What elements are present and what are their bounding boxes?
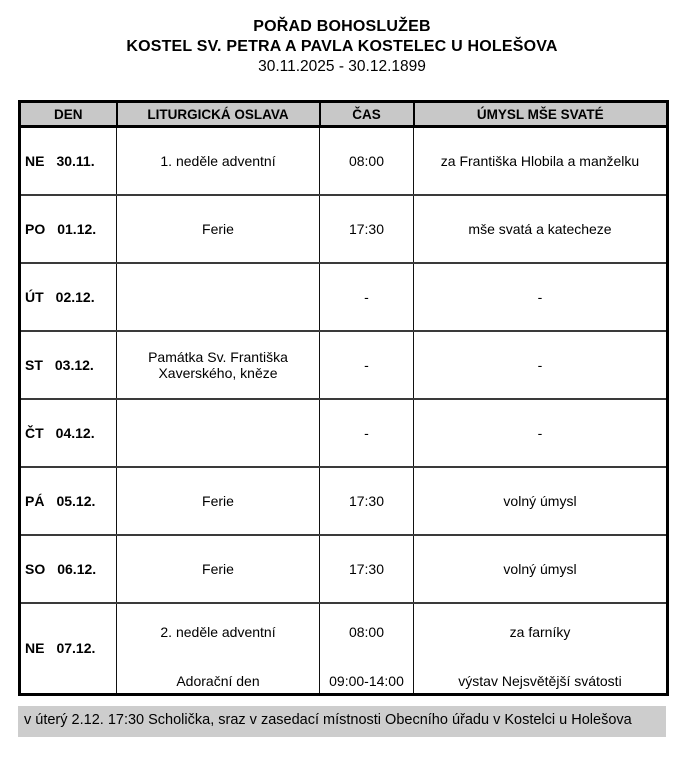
time-cell	[320, 603, 414, 695]
intention-cell: volný úmysl	[414, 467, 668, 535]
intention-cell: za Františka Hlobila a manželku	[414, 127, 668, 195]
day-abbrev: NE	[25, 152, 45, 169]
liturgy-cell: 1. neděle adventní	[117, 127, 320, 195]
liturgy-cell: Ferie	[117, 467, 320, 535]
table-row	[20, 603, 668, 695]
table-row	[20, 195, 668, 263]
time-line-2: 09:00-14:00	[329, 673, 404, 690]
day-abbrev: NE	[25, 640, 45, 657]
liturgy-cell: Památka Sv. Františka Xaverského, kněze	[117, 331, 320, 399]
day-cell	[20, 535, 117, 603]
date-range: 30.11.2025 - 30.12.1899	[258, 58, 426, 75]
day-date: 07.12.	[56, 640, 96, 657]
column-header-umysl: ÚMYSL MŠE SVATÉ	[414, 102, 668, 127]
intention-line-1: za farníky	[509, 624, 571, 641]
day-date: 30.11.	[56, 152, 95, 169]
time-cell: -	[320, 331, 414, 399]
day-date: 06.12.	[57, 560, 97, 577]
column-header-cas: ČAS	[320, 102, 414, 127]
table-row	[20, 331, 668, 399]
day-cell	[20, 331, 117, 399]
day-date: 03.12.	[54, 356, 94, 373]
day-date: 04.12.	[55, 424, 95, 441]
intention-cell	[414, 603, 668, 695]
day-abbrev: PO	[25, 220, 46, 237]
day-date: 01.12.	[57, 220, 97, 237]
intention-cell: -	[414, 331, 668, 399]
day-abbrev: ÚT	[25, 288, 44, 305]
footer-note: v úterý 2.12. 17:30 Scholička, sraz v zasedací místnosti Obecního úřadu v Kostelci u Holešova	[18, 706, 666, 737]
liturgy-cell	[117, 603, 320, 695]
liturgy-line-1: 2. neděle adventní	[160, 624, 276, 641]
liturgy-cell	[117, 263, 320, 331]
time-cell: 17:30	[320, 467, 414, 535]
table-header-row	[20, 102, 668, 127]
time-cell: 08:00	[320, 127, 414, 195]
liturgy-cell	[117, 399, 320, 467]
day-abbrev: PÁ	[25, 492, 45, 509]
day-abbrev: SO	[25, 560, 46, 577]
column-header-den: DEN	[20, 102, 117, 127]
table-row	[20, 127, 668, 195]
page-title: POŘAD BOHOSLUŽEB	[253, 18, 431, 35]
day-cell	[20, 603, 117, 695]
liturgy-cell: Ferie	[117, 195, 320, 263]
table-row	[20, 467, 668, 535]
table-row	[20, 263, 668, 331]
day-date: 02.12.	[55, 288, 95, 305]
intention-cell: -	[414, 263, 668, 331]
schedule-table	[18, 100, 669, 696]
liturgy-line-2: Adorační den	[176, 673, 260, 690]
time-cell: -	[320, 399, 414, 467]
day-date: 05.12.	[56, 492, 96, 509]
table-row	[20, 535, 668, 603]
time-cell: -	[320, 263, 414, 331]
day-cell	[20, 127, 117, 195]
intention-cell: mše svatá a katecheze	[414, 195, 668, 263]
day-abbrev: ČT	[25, 424, 44, 441]
time-cell: 17:30	[320, 535, 414, 603]
liturgy-cell: Ferie	[117, 535, 320, 603]
intention-cell: volný úmysl	[414, 535, 668, 603]
day-cell	[20, 263, 117, 331]
day-cell	[20, 399, 117, 467]
church-subtitle: KOSTEL SV. PETRA A PAVLA KOSTELEC U HOLEŠOVA	[126, 38, 558, 55]
day-cell	[20, 195, 117, 263]
day-cell	[20, 467, 117, 535]
intention-cell: -	[414, 399, 668, 467]
day-abbrev: ST	[25, 356, 43, 373]
table-row	[20, 399, 668, 467]
intention-line-2: výstav Nejsvětější svátosti	[458, 673, 622, 690]
document-header	[0, 0, 684, 77]
time-cell: 17:30	[320, 195, 414, 263]
column-header-liturgicka-oslava: LITURGICKÁ OSLAVA	[117, 102, 320, 127]
time-line-1: 08:00	[348, 624, 385, 641]
